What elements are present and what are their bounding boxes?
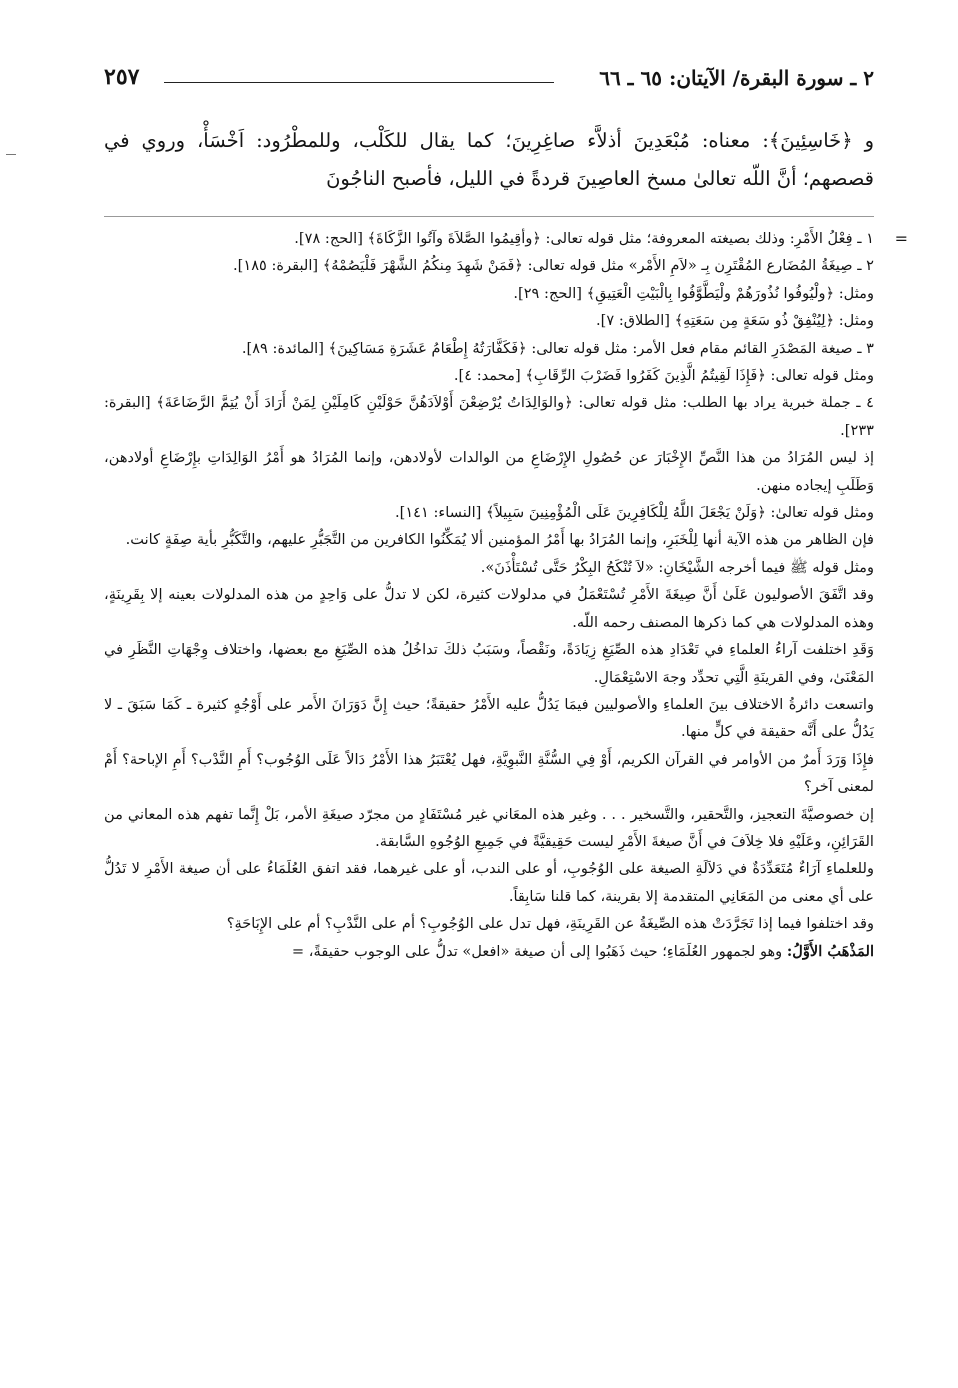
footnote-line: إذ ليس المُرَادُ من هذا النَّصِّ الإِخْبَارَ عن حُصُولِ الإِرْضَاعِ من الوالدات لأولادهن، وإنما المُرَادُ هو أَمْرُ الوَالِدَاتِ بإِرْضَاعِ أولادهن، وَطَلَبِ إيجاده منهن. (104, 449, 874, 494)
footnote-line: وللعلماءِ آرَاءٌ مُتَعَدِّدَةٌ في دَلاَلَةِ الصيغة على الوُجُوبِ، أو على الندب، أو على غيرهما، فقد اتفق العُلَمَاءُ على أن صيغة الأَمْرِ لا تَدُلُّ على أي معنى من المَعَانِي المتقدمة إلا بقرينة، كما قلنا سَابِقاً. (104, 860, 874, 905)
footnote-line: وقد اتَّفَقَ الأصوليون عَلَىٰ أَنَّ صِيغَةَ الأَمْرِ تُسْتَعْمَلُ في مدلولات كثيرة، لكن لا تدلُّ على وَاحِدٍ من هذه المدلولات بعينه إلا بِقَرِينَةٍ، وهذه المدلولات هي كما ذكرها المصنف رحمه اللّه. (104, 586, 874, 631)
running-head: ٢ ـ سورة البقرة/ الآيتان: ٦٥ ـ ٦٦ (599, 66, 874, 90)
footnote-line: وقد اختلفوا فيما إذا تَجَرَّدَتْ هذه الصِّيغَةُ عن القَرِينَةِ، فهل تدل على الوُجُوبِ؟ أم على النَّدْبِ؟ أم على الإِبَاحَةِ؟ (226, 915, 874, 933)
footnote-line: ٢ ـ صِيغَةُ المُضَارع المُقْتَرِن بِـ «لاَمِ الأَمْر» مثل قوله تعالى: ﴿فَمَنْ شَهِدَ مِنكُمُ الشَّهْرَ فَلْيَصُمْهُ﴾ [البقرة: ١٨٥]. (233, 257, 874, 275)
page-number: ٢٥٧ (104, 64, 140, 90)
footnote-line: ١ ـ فِعْلُ الأَمْرِ: وذلك بصيغته المعروفة؛ مثل قوله تعالى: ﴿وأقِيمُوا الصَّلاَةَ وآتُوا الزَّكَاةَ﴾ [الحج: ٧٨]. (294, 230, 874, 247)
school-heading: المَذْهَبُ الأَوَّلُ: (786, 942, 874, 960)
main-text (104, 122, 874, 198)
footnotes (104, 225, 908, 965)
page (104, 60, 908, 965)
footnote-line: ومثل قوله ﷺ فيما أخرجه الشَّيْخَانِ: «لاَ تُنْكَحُ البِكْرُ حَتَّى تُسْتَأْذَنَ». (480, 558, 874, 576)
page-header (104, 60, 874, 100)
footnote-last-line (104, 938, 874, 965)
footnote-line: ٤ ـ جملة خبرية يراد بها الطلب: مثل قوله تعالى: ﴿والوَالِدَاتُ يُرْضِعْنَ أَوْلاَدَهُنَّ حَوْلَيْنِ كَامِلَيْنِ لِمَنْ أَرَادَ أَنْ يُتِمَّ الرَّضَاعَةَ﴾ [البقرة: ٢٣٣]. (104, 394, 874, 439)
footnote-line: فإن الظاهر من هذه الآية أنها لِلْخَبَرِ، وإنما المُرَادُ بها أَمْرُ المؤمنين ألا يُمَكِّنُوا الكافرين من التَّجَبُّرِ عليهم، والتَّكَبُّرِ بأية صِفَةٍ كانت. (125, 531, 874, 549)
footnote-line: واتسعت دائرةُ الاختلاف بينَ العلماءِ والأصوليين فيمَا يَدُلُّ عليه الأَمْرُ حقيقةً؛ حيث إِنَّ دَوَرَانَ الأَمر على أَوْجُهٍ كثيرة ـ كَمَا سَبَقَ ـ لا يَدُلُّ على أَنَّه حقيقة في كلٍّ منها. (104, 695, 874, 741)
footnote-line: ٣ ـ صيغة المَصْدَرِ القائم مقام فعل الأمر: مثل قوله تعالى: ﴿فَكَفَّارَتُهُ إِطْعَامُ عَشَرَةِ مَسَاكِينَ﴾ [المائدة: ٨٩]. (241, 339, 874, 357)
footnote-line: ومثل: ﴿لِيُنْفِقْ ذُو سَعَةٍ مِن سَعَتِهِ﴾ [الطلاق: ٧]. (596, 312, 874, 330)
footnote-line: ومثل قوله تعالى: ﴿فَإِذَا لَقِيتُمُ الَّذِينَ كَفَرُوا فَضَرْبَ الرِّقَابِ﴾ [محمد: ٤]. (453, 367, 874, 385)
margin-mark (6, 154, 16, 155)
header-rule (164, 82, 554, 83)
footnote-line: إن خصوصيَّةَ التعجيز، والتَّحقير، والتَّسخير . . . وغير هذه المعَاني غير مُسْتَفَادٍ من مجرّد صيغَةِ الأمر، بَلْ إِنَّما تفهم هذه المعاني من القَرَائِنِ، وعَلَيْهِ فلا خِلاَفَ في أَنَّ صيغةَ الأَمْرِ ليست حَقِيقيَّةً في جَمِيعِ الوُجُوهِ السَّابقة. (104, 805, 874, 850)
footnote-line: ومثل قوله تعالىٰ: ﴿وَلَنْ يَجْعَلَ اللَّهُ لِلْكَافِرِينَ عَلَى الْمُؤْمِنِينَ سَبِيلاً﴾ [النساء: ١٤١]. (395, 504, 874, 522)
main-paragraph: و ﴿خَاسِئِينَ﴾: معناه: مُبْعَدِينَ أذلاَّء صاغِرِينَ؛ كما يقال للكَلْب، وللمطْرُود: اَخْسَأْ، وروي في قصصهم؛ أنَّ اللّه تعالىٰ مسخ العاصِينَ قردةً في الليل، فأصبح الناجُونَ (104, 129, 874, 190)
footnote-line: ومثل: ﴿ولْيُوفُوا نُذُورَهُمْ ولْيَطَّوَّفُوا بِالْبَيْتِ الْعَتِيقِ﴾ [الحج: ٢٩]. (513, 284, 874, 302)
continuation-mark: = (894, 229, 908, 248)
footnote-line: وَقَدِ اختلفت آراءُ العلماءِ في تَعْدَادِ هذه الصِّيَغِ زِيَادَةً، ونَقْصاً، وسَبَبُ ذلكَ تداخُلُ هذه الصِّيَغِ مع بعضها، واختلاف وِجْهَاتِ النَّظَرِ في المَعْنَىٰ، وفي القرينَةِ الَّتِي تحدِّد وجهَ الاسْتِعْمَالِ. (104, 641, 874, 686)
footnote-separator (104, 216, 874, 217)
school-text: وهو لجمهور العُلَمَاءِ؛ حيث ذَهَبُوا إلى أن صيغة «افعل» تدلُّ على الوجوب حقيقةً، = (291, 942, 787, 960)
footnote-line: فإِذَا وَرَدَ أَمرٌ من الأوامر في القرآن الكريم، أَوْ فِي السُّنَّةِ النَّبوِيَّةِ، فهل يُعْتَبَرُ هذا الأَمْرُ دَالاً عَلَى الوُجُوب؟ أَمِ النَّدْب؟ أَمِ الإباحة؟ أَمْ لمعنى آخر؟ (104, 750, 874, 796)
